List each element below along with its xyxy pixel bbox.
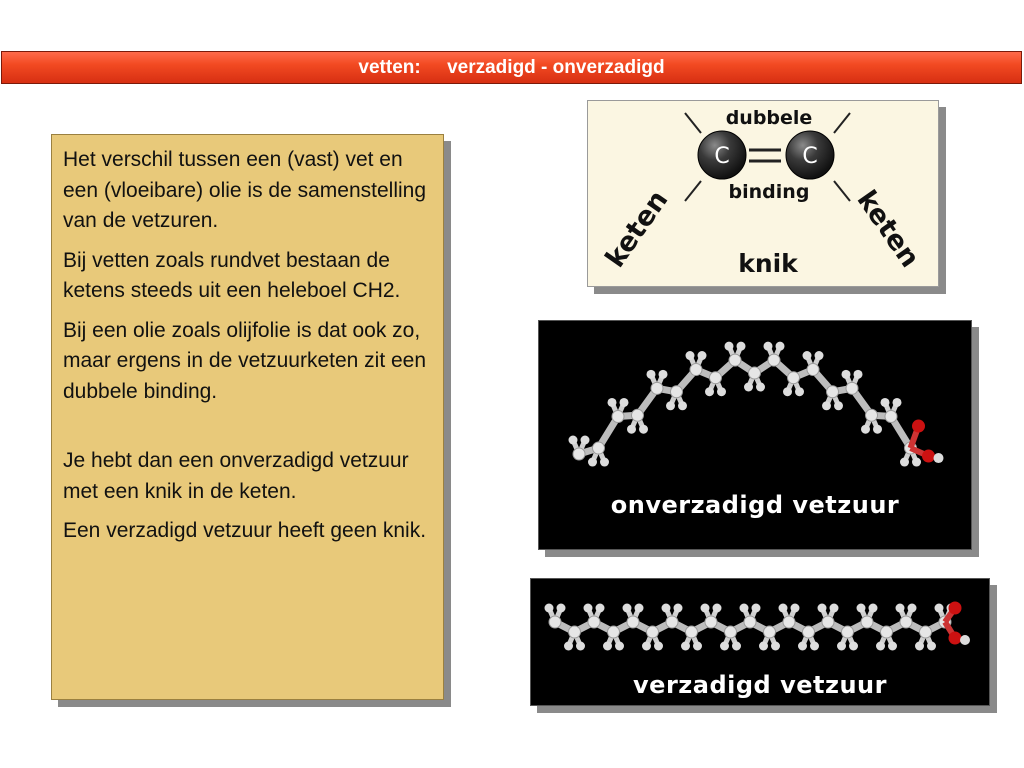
carbon-atom [671,386,683,398]
hydrogen-atom [678,401,687,410]
hydrogen-atom [908,604,917,613]
carbon-atom [729,354,741,366]
hydrogen-atom [686,351,695,360]
hydrogen-atom [854,370,863,379]
hydrogen-atom [837,642,846,651]
carbon-atom [885,410,897,422]
hydrogen-atom [662,604,671,613]
carbon-atom [651,382,663,394]
paragraph-1: Het verschil tussen een (vast) vet en een (vloeibare) olie is de samenstelling van de vetzuren. [63,148,427,232]
caption-saturated: verzadigd vetzuur [633,671,887,699]
bond-line-top-left [685,113,701,133]
hydrogen-atom [861,425,870,434]
carbon-atom [725,626,737,638]
hydrogen-atom [740,604,749,613]
carbon-atom [842,626,854,638]
carbon-atom [822,616,834,628]
unsaturated-fatty-acid-panel [538,320,972,550]
carbon-atom [920,626,932,638]
paragraph-4: Je hebt dan een onverzadigd vetzuur met een knik in de keten. [63,449,409,503]
hydrogen-atom [927,642,936,651]
hydrogen-atom [803,351,812,360]
hydrogen-atom [900,458,909,467]
saturated-fatty-acid-panel [530,578,990,706]
bond-line-top-right [834,113,850,133]
hydrogen-atom [681,642,690,651]
hydrogen-atom [647,370,656,379]
hydrogen-atom [881,398,890,407]
carbon-atom [881,626,893,638]
carbon-atom [608,626,620,638]
hydrogen-atom [795,387,804,396]
hydrogen-atom [698,351,707,360]
hydrogen-atom [759,642,768,651]
carbon-atom [803,626,815,638]
carbon-atom [749,367,761,379]
hydrogen-atom [822,401,831,410]
hydrogen-atom [935,604,944,613]
paragraph-5: Een verzadigd vetzuur heeft geen knik. [63,519,427,542]
hydrogen-atom [888,642,897,651]
slide-title-bar [1,51,1022,84]
carbon-atom [647,626,659,638]
oxygen-atom [912,420,925,433]
carbon-atom [686,626,698,638]
carbon-atom [866,409,878,421]
hydrogen-atom [725,342,734,351]
oxygen-atom [949,632,962,645]
hydrogen-atom [830,604,839,613]
hydrogen-atom [960,635,970,645]
hydrogen-atom [654,642,663,651]
hydrogen-atom [842,370,851,379]
atom-label-right: C [802,144,818,169]
carbon-atom [627,616,639,628]
hydrogen-atom [627,425,636,434]
carbon-atom [827,386,839,398]
hydrogen-atom [635,604,644,613]
hydrogen-atom [569,436,578,445]
hydrogen-atom [564,642,573,651]
hydrogen-atom [596,604,605,613]
hydrogen-atom [693,642,702,651]
hydrogen-atom [798,642,807,651]
hydrogen-atom [732,642,741,651]
hydrogen-atom [581,436,590,445]
hydrogen-atom [752,604,761,613]
hydrogen-atom [600,458,609,467]
hydrogen-atom [771,642,780,651]
hydrogen-atom [791,604,800,613]
hydrogen-atom [576,642,585,651]
hydrogen-atom [783,387,792,396]
carbon-atom [768,354,780,366]
carbon-atom [549,616,561,628]
label-keten-right: keten [850,185,926,274]
hydrogen-atom [912,458,921,467]
hydrogen-atom [810,642,819,651]
atom-label-left: C [714,144,730,169]
hydrogen-atom [603,642,612,651]
hydrogen-atom [857,604,866,613]
hydrogen-atom [659,370,668,379]
double-bond-svg [588,101,940,288]
hydrogen-atom [639,425,648,434]
hydrogen-atom [584,604,593,613]
hydrogen-atom [623,604,632,613]
hydrogen-atom [873,425,882,434]
carbon-atom [632,409,644,421]
slide-title: vetten: verzadigd - onverzadigd [358,56,665,78]
hydrogen-atom [818,604,827,613]
carbon-atom [744,616,756,628]
oxygen-atom [922,450,935,463]
carbon-atom [783,616,795,628]
hydrogen-atom [737,342,746,351]
hydrogen-atom [620,398,629,407]
hydrogen-atom [720,642,729,651]
label-keten-left: keten [599,185,675,274]
carbon-atom [807,364,819,376]
paragraph-2: Bij vetten zoals rundvet bestaan de ketens steeds uit een heleboel CH2. [63,248,401,302]
hydrogen-atom [896,604,905,613]
label-dubbele: dubbele [725,107,813,129]
hydrogen-atom [557,604,566,613]
carbon-atom [612,410,624,422]
hydrogen-atom [893,398,902,407]
hydrogen-atom [701,604,710,613]
double-bond-diagram [587,100,939,287]
hydrogen-atom [545,604,554,613]
carbon-atom [846,382,858,394]
hydrogen-atom [779,604,788,613]
hydrogen-atom [666,401,675,410]
paragraph-3: Bij een olie zoals olijfolie is dat ook zo, maar ergens in de vetzuurketen zit een dubbele binding. [63,318,427,403]
hydrogen-atom [608,398,617,407]
hydrogen-atom [717,387,726,396]
hydrogen-atom [764,342,773,351]
label-binding: binding [728,181,810,203]
carbon-atom [593,442,605,454]
hydrogen-atom [834,401,843,410]
carbon-atom [900,616,912,628]
hydrogen-atom [756,383,765,392]
explanation-text-box [51,134,444,700]
hydrogen-atom [744,383,753,392]
hydrogen-atom [869,604,878,613]
carbon-atom [573,448,585,460]
carbon-atom [861,616,873,628]
oxygen-atom [949,602,962,615]
hydrogen-atom [588,458,597,467]
hydrogen-atom [705,387,714,396]
carbon-atom [710,372,722,384]
hydrogen-atom [849,642,858,651]
hydrogen-atom [934,453,944,463]
bond-line-bottom-left [685,181,701,201]
caption-unsaturated: onverzadigd vetzuur [610,491,900,519]
hydrogen-atom [915,642,924,651]
carbon-atom [788,372,800,384]
carbon-atom [705,616,717,628]
hydrogen-atom [642,642,651,651]
hydrogen-atom [674,604,683,613]
carbon-atom [764,626,776,638]
hydrogen-atom [615,642,624,651]
carbon-atom [588,616,600,628]
bond-line-bottom-right [834,181,850,201]
carbon-atom [666,616,678,628]
hydrogen-atom [815,351,824,360]
carbon-atom [569,626,581,638]
label-knik: knik [738,249,798,278]
hydrogen-atom [876,642,885,651]
hydrogen-atom [713,604,722,613]
hydrogen-atom [776,342,785,351]
carbon-atom [690,364,702,376]
